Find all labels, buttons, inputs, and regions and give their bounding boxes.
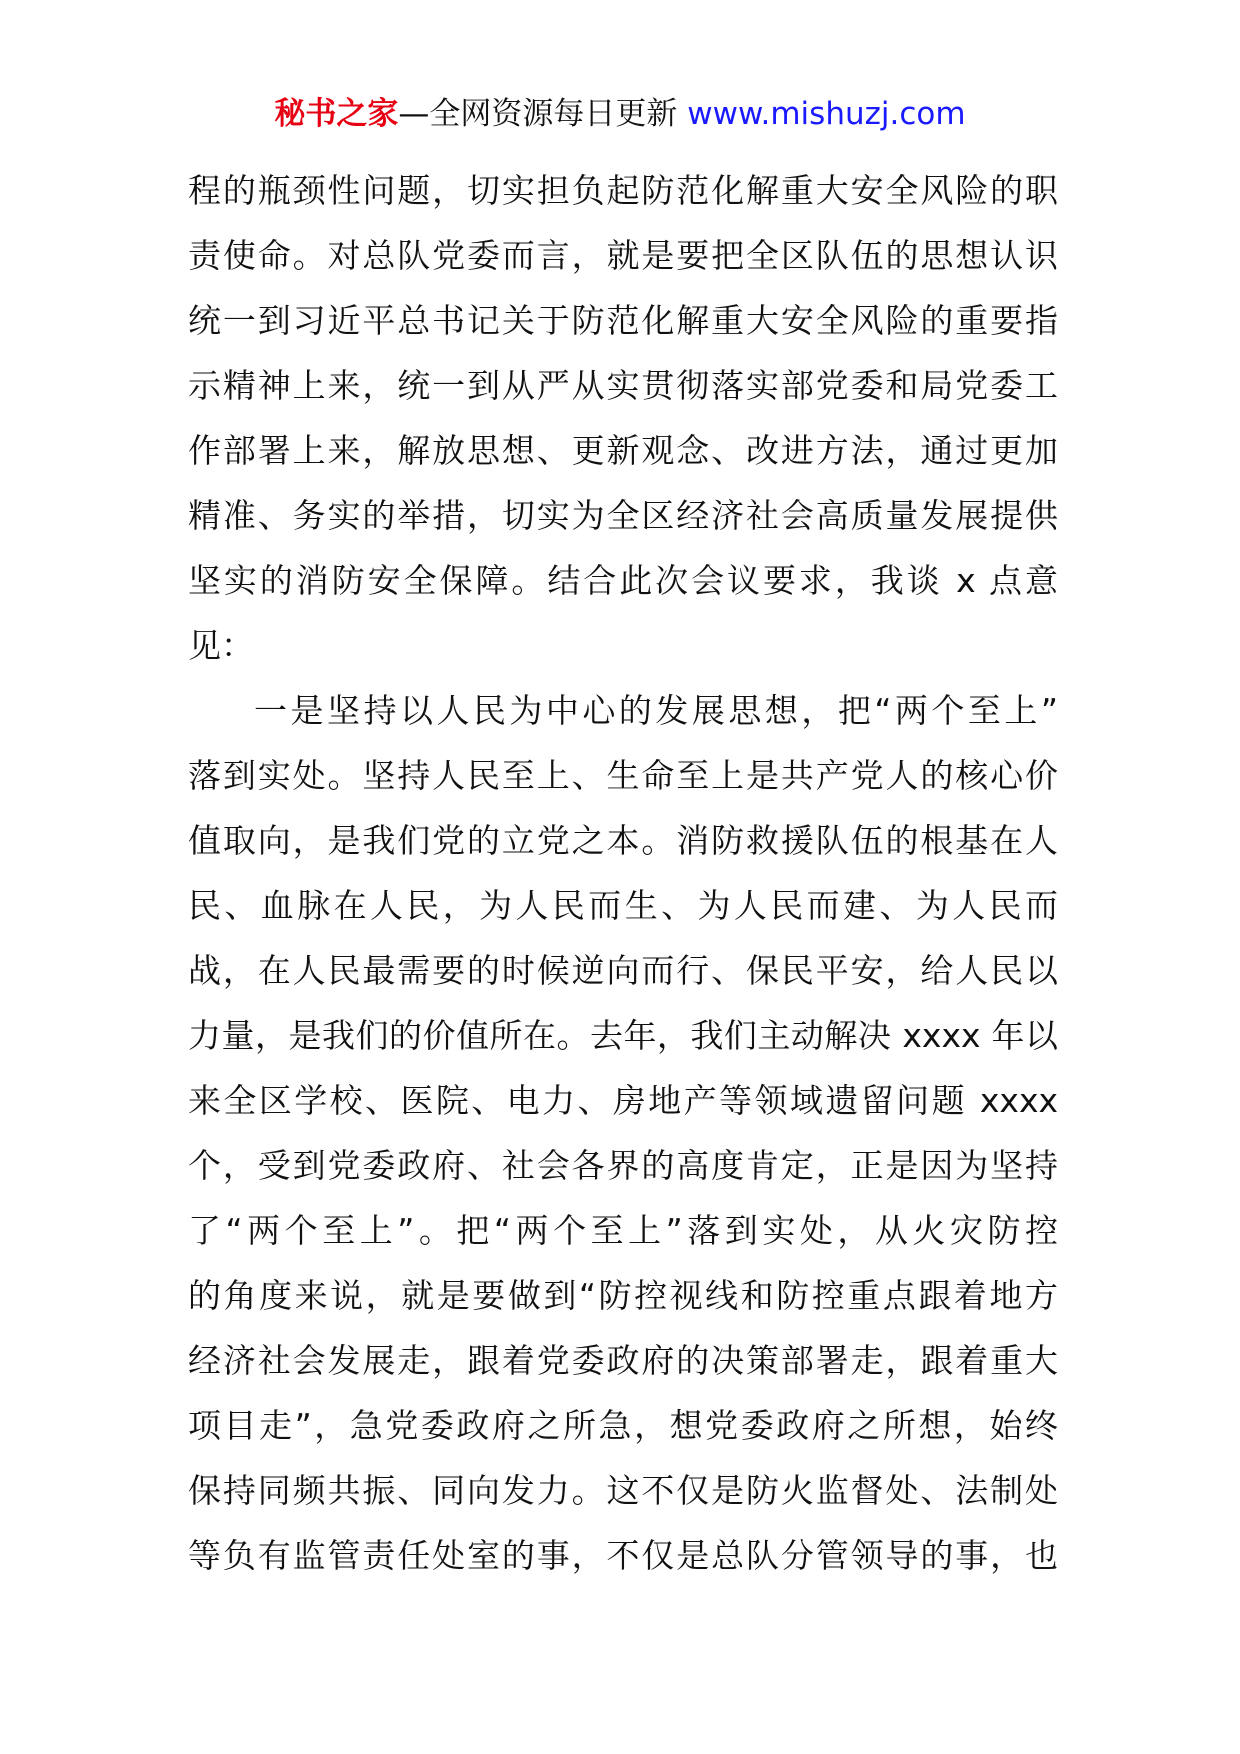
text-line: 来全区学校、医院、电力、房地产等领域遗留问题 xxxx [188, 1081, 1058, 1120]
brand-name: 秘书之家 [274, 96, 399, 132]
header-tagline: —全网资源每日更新 [398, 96, 688, 132]
text-line: 落到实处。坚持人民至上、生命至上是共产党人的核心价 [188, 756, 1058, 795]
text-line: 统一到习近平总书记关于防范化解重大安全风险的重要指 [188, 301, 1058, 340]
website-link[interactable]: www.mishuzj.com [687, 96, 966, 132]
text-line: 保持同频共振、同向发力。这不仅是防火监督处、法制处 [188, 1471, 1058, 1510]
text-line: 作部署上来，解放思想、更新观念、改进方法，通过更加 [188, 431, 1058, 470]
text-line: 力量，是我们的价值所在。去年，我们主动解决 xxxx 年以 [188, 1016, 1058, 1055]
text-line: 项目走”，急党委政府之所急，想党委政府之所想，始终 [188, 1406, 1058, 1445]
text-line: 个，受到党委政府、社会各界的高度肯定，正是因为坚持 [188, 1146, 1058, 1185]
text-line: 了“两个至上”。把“两个至上”落到实处，从火灾防控 [188, 1211, 1058, 1250]
text-line: 精准、务实的举措，切实为全区经济社会高质量发展提供 [188, 496, 1058, 535]
text-line: 一是坚持以人民为中心的发展思想，把“两个至上” [254, 691, 1058, 730]
text-line: 见： [188, 626, 254, 665]
document-body [188, 158, 1058, 1588]
text-line: 坚实的消防安全保障。结合此次会议要求，我谈 x 点意 [188, 561, 1058, 600]
text-line: 民、血脉在人民，为人民而生、为人民而建、为人民而 [188, 886, 1058, 925]
text-line: 经济社会发展走，跟着党委政府的决策部署走，跟着重大 [188, 1341, 1058, 1380]
text-line: 责使命。对总队党委而言，就是要把全区队伍的思想认识 [188, 236, 1058, 275]
page-header [0, 94, 1240, 134]
text-line: 等负有监管责任处室的事，不仅是总队分管领导的事，也 [188, 1536, 1058, 1575]
text-line: 程的瓶颈性问题，切实担负起防范化解重大安全风险的职 [188, 171, 1058, 210]
text-line: 示精神上来，统一到从严从实贯彻落实部党委和局党委工 [188, 366, 1058, 405]
text-line: 的角度来说，就是要做到“防控视线和防控重点跟着地方 [188, 1276, 1058, 1315]
text-line: 值取向，是我们党的立党之本。消防救援队伍的根基在人 [188, 821, 1058, 860]
text-line: 战，在人民最需要的时候逆向而行、保民平安，给人民以 [188, 951, 1058, 990]
